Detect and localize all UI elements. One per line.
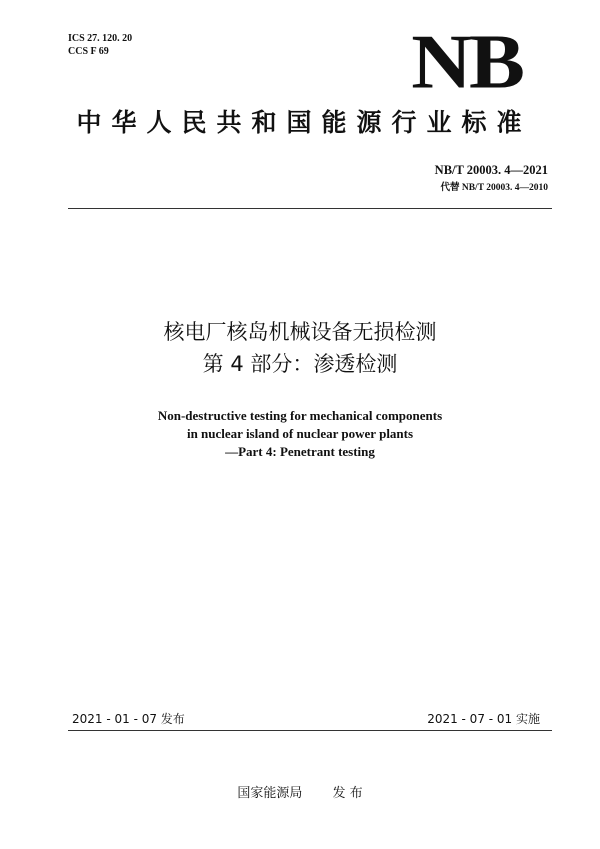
issuer-line	[0, 782, 600, 801]
publish-date: 2021 - 01 - 07 发布	[72, 712, 185, 726]
issuer-name: 国家能源局	[237, 786, 303, 801]
standard-category-title: 中华人民共和国能源行业标准	[76, 108, 532, 137]
english-title	[0, 407, 600, 461]
classification-codes	[68, 32, 132, 58]
top-divider	[68, 208, 552, 209]
replaces-standard: 代替 NB/T 20003. 4—2010	[440, 183, 548, 193]
chinese-title-line1: 核电厂核岛机械设备无损检测	[163, 320, 437, 344]
ccs-code: CCS F 69	[68, 46, 109, 57]
english-title-line2: in nuclear island of nuclear power plants	[186, 426, 414, 441]
english-title-line1: Non-destructive testing for mechanical components	[157, 408, 443, 423]
nb-logo: NB	[411, 19, 522, 106]
standard-number-block	[435, 162, 548, 196]
chinese-title	[0, 316, 600, 380]
ics-code: ICS 27. 120. 20	[68, 33, 133, 44]
english-title-line3: —Part 4: Penetrant testing	[225, 444, 375, 459]
bottom-divider	[68, 730, 552, 731]
issuer-action: 发 布	[332, 786, 363, 801]
chinese-title-line2: 第 4 部分：渗透检测	[202, 352, 398, 376]
implementation-date: 2021 - 07 - 01 实施	[427, 712, 540, 726]
standard-number: NB/T 20003. 4—2021	[434, 163, 548, 177]
